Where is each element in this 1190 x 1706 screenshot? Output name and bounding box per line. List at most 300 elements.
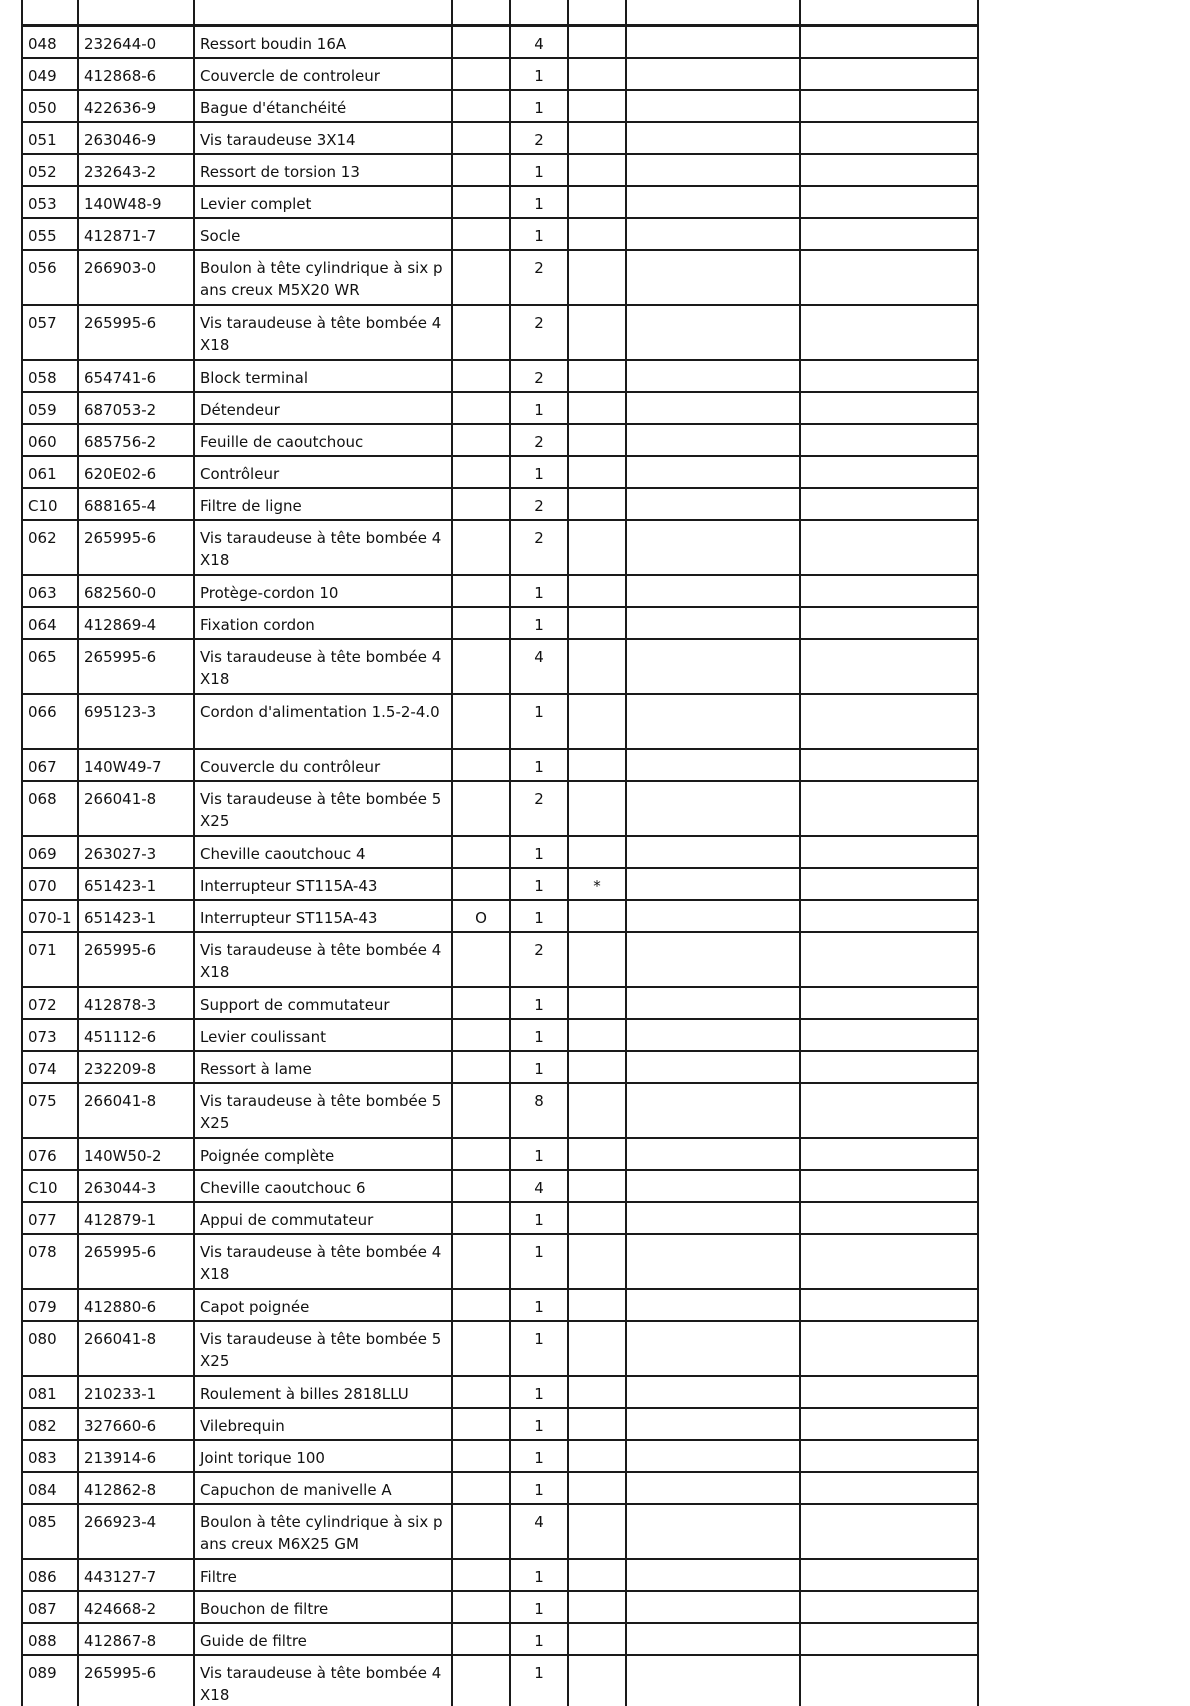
description-cell: Vis taraudeuse à tête bombée 5X25 xyxy=(194,781,452,836)
reference-cell: 140W49-7 xyxy=(78,749,194,781)
quantity-cell: 1 xyxy=(510,1408,568,1440)
flag-cell xyxy=(568,250,626,305)
part-number-cell: 086 xyxy=(22,1559,78,1591)
note-cell xyxy=(452,424,510,456)
description-cell: Détendeur xyxy=(194,392,452,424)
reference-cell: 412869-4 xyxy=(78,607,194,639)
note-cell xyxy=(452,1376,510,1408)
note-cell xyxy=(452,1408,510,1440)
table-row xyxy=(22,1051,978,1083)
empty-cell xyxy=(800,932,978,987)
empty-cell xyxy=(626,1138,800,1170)
empty-cell xyxy=(626,1440,800,1472)
quantity-cell: 1 xyxy=(510,392,568,424)
description-cell: Vis taraudeuse à tête bombée 4X18 xyxy=(194,1655,452,1706)
table-row xyxy=(22,607,978,639)
part-number-cell: 056 xyxy=(22,250,78,305)
description-cell: Vis taraudeuse à tête bombée 4X18 xyxy=(194,639,452,694)
description-cell: Couvercle de controleur xyxy=(194,58,452,90)
note-cell xyxy=(452,456,510,488)
table-row xyxy=(22,186,978,218)
quantity-cell: 1 xyxy=(510,186,568,218)
note-cell xyxy=(452,1321,510,1376)
reference-cell: 265995-6 xyxy=(78,1655,194,1706)
empty-cell xyxy=(626,250,800,305)
empty-cell xyxy=(626,1202,800,1234)
part-number-cell: 061 xyxy=(22,456,78,488)
flag-cell xyxy=(568,1440,626,1472)
table-row xyxy=(22,456,978,488)
empty-cell xyxy=(800,1655,978,1706)
table-row xyxy=(22,1138,978,1170)
flag-cell xyxy=(568,488,626,520)
part-number-cell: 048 xyxy=(22,26,78,59)
note-cell xyxy=(452,1083,510,1138)
table-row xyxy=(22,1321,978,1376)
reference-cell: 412868-6 xyxy=(78,58,194,90)
table-row xyxy=(22,90,978,122)
empty-cell xyxy=(800,1504,978,1559)
description-cell: Vis taraudeuse à tête bombée 4X18 xyxy=(194,1234,452,1289)
flag-cell xyxy=(568,575,626,607)
empty-cell xyxy=(626,1408,800,1440)
table-row xyxy=(22,218,978,250)
empty-cell xyxy=(800,781,978,836)
parts-table xyxy=(21,24,979,1706)
quantity-cell: 1 xyxy=(510,1440,568,1472)
flag-cell xyxy=(568,122,626,154)
empty-cell xyxy=(800,26,978,59)
flag-cell xyxy=(568,1019,626,1051)
description-cell: Appui de commutateur xyxy=(194,1202,452,1234)
empty-cell xyxy=(800,1408,978,1440)
quantity-cell: 1 xyxy=(510,1472,568,1504)
flag-cell xyxy=(568,1472,626,1504)
table-row xyxy=(22,360,978,392)
reference-cell: 265995-6 xyxy=(78,305,194,360)
part-number-cell: 050 xyxy=(22,90,78,122)
reference-cell: 687053-2 xyxy=(78,392,194,424)
empty-cell xyxy=(626,1083,800,1138)
part-number-cell: 083 xyxy=(22,1440,78,1472)
note-cell xyxy=(452,520,510,575)
empty-cell xyxy=(626,1170,800,1202)
quantity-cell: 1 xyxy=(510,90,568,122)
empty-cell xyxy=(626,26,800,59)
table-row xyxy=(22,575,978,607)
description-cell: Capuchon de manivelle A xyxy=(194,1472,452,1504)
flag-cell xyxy=(568,58,626,90)
description-cell: Roulement à billes 2818LLU xyxy=(194,1376,452,1408)
part-number-cell: 074 xyxy=(22,1051,78,1083)
empty-cell xyxy=(800,360,978,392)
quantity-cell: 1 xyxy=(510,218,568,250)
description-cell: Boulon à tête cylindrique à six pans creux M6X25 GM xyxy=(194,1504,452,1559)
flag-cell xyxy=(568,932,626,987)
quantity-cell: 1 xyxy=(510,1623,568,1655)
empty-cell xyxy=(800,305,978,360)
part-number-cell: 082 xyxy=(22,1408,78,1440)
quantity-cell: 1 xyxy=(510,900,568,932)
empty-cell xyxy=(626,1655,800,1706)
empty-cell xyxy=(800,868,978,900)
empty-cell xyxy=(800,694,978,749)
empty-cell xyxy=(626,749,800,781)
flag-cell xyxy=(568,1051,626,1083)
flag-cell xyxy=(568,694,626,749)
reference-cell: 412880-6 xyxy=(78,1289,194,1321)
table-row xyxy=(22,1289,978,1321)
part-number-cell: 064 xyxy=(22,607,78,639)
reference-cell: 412879-1 xyxy=(78,1202,194,1234)
flag-cell xyxy=(568,360,626,392)
quantity-cell: 2 xyxy=(510,122,568,154)
note-cell xyxy=(452,1655,510,1706)
reference-cell: 451112-6 xyxy=(78,1019,194,1051)
flag-cell xyxy=(568,1559,626,1591)
reference-cell: 232644-0 xyxy=(78,26,194,59)
flag-cell xyxy=(568,900,626,932)
empty-cell xyxy=(800,607,978,639)
description-cell: Cheville caoutchouc 4 xyxy=(194,836,452,868)
table-row xyxy=(22,424,978,456)
part-number-cell: 071 xyxy=(22,932,78,987)
table-row xyxy=(22,1623,978,1655)
note-cell xyxy=(452,58,510,90)
part-number-cell: 080 xyxy=(22,1321,78,1376)
empty-cell xyxy=(626,1289,800,1321)
empty-cell xyxy=(800,456,978,488)
table-row xyxy=(22,694,978,749)
note-cell xyxy=(452,1472,510,1504)
part-number-cell: 057 xyxy=(22,305,78,360)
table-row xyxy=(22,1408,978,1440)
description-cell: Cheville caoutchouc 6 xyxy=(194,1170,452,1202)
quantity-cell: 2 xyxy=(510,520,568,575)
reference-cell: 412862-8 xyxy=(78,1472,194,1504)
part-number-cell: 084 xyxy=(22,1472,78,1504)
reference-cell: 695123-3 xyxy=(78,694,194,749)
reference-cell: 265995-6 xyxy=(78,1234,194,1289)
flag-cell xyxy=(568,218,626,250)
description-cell: Filtre de ligne xyxy=(194,488,452,520)
flag-cell xyxy=(568,1623,626,1655)
flag-cell xyxy=(568,1234,626,1289)
empty-cell xyxy=(800,1376,978,1408)
part-number-cell: 081 xyxy=(22,1376,78,1408)
flag-cell xyxy=(568,1202,626,1234)
description-cell: Feuille de caoutchouc xyxy=(194,424,452,456)
empty-cell xyxy=(626,868,800,900)
note-cell xyxy=(452,1559,510,1591)
quantity-cell: 4 xyxy=(510,1170,568,1202)
quantity-cell: 1 xyxy=(510,1234,568,1289)
reference-cell: 263046-9 xyxy=(78,122,194,154)
table-row xyxy=(22,781,978,836)
empty-cell xyxy=(626,90,800,122)
reference-cell: 422636-9 xyxy=(78,90,194,122)
note-cell xyxy=(452,932,510,987)
empty-cell xyxy=(626,836,800,868)
reference-cell: 412878-3 xyxy=(78,987,194,1019)
quantity-cell: 1 xyxy=(510,694,568,749)
empty-cell xyxy=(800,122,978,154)
quantity-cell: 1 xyxy=(510,1321,568,1376)
table-row xyxy=(22,1472,978,1504)
quantity-cell: 2 xyxy=(510,781,568,836)
table-row xyxy=(22,1376,978,1408)
empty-cell xyxy=(800,520,978,575)
description-cell: Couvercle du contrôleur xyxy=(194,749,452,781)
note-cell xyxy=(452,90,510,122)
note-cell xyxy=(452,1051,510,1083)
description-cell: Ressort de torsion 13 xyxy=(194,154,452,186)
empty-cell xyxy=(800,1591,978,1623)
note-cell xyxy=(452,1289,510,1321)
reference-cell: 263044-3 xyxy=(78,1170,194,1202)
quantity-cell: 8 xyxy=(510,1083,568,1138)
quantity-cell: 2 xyxy=(510,932,568,987)
description-cell: Vis taraudeuse à tête bombée 5X25 xyxy=(194,1083,452,1138)
description-cell: Fixation cordon xyxy=(194,607,452,639)
reference-cell: 688165-4 xyxy=(78,488,194,520)
empty-cell xyxy=(800,1472,978,1504)
part-number-cell: C10 xyxy=(22,1170,78,1202)
part-number-cell: C10 xyxy=(22,488,78,520)
part-number-cell: 078 xyxy=(22,1234,78,1289)
empty-cell xyxy=(626,781,800,836)
empty-cell xyxy=(800,1019,978,1051)
part-number-cell: 077 xyxy=(22,1202,78,1234)
quantity-cell: 1 xyxy=(510,836,568,868)
empty-cell xyxy=(626,1234,800,1289)
note-cell xyxy=(452,639,510,694)
empty-cell xyxy=(800,1083,978,1138)
empty-cell xyxy=(800,1051,978,1083)
reference-cell: 266041-8 xyxy=(78,781,194,836)
empty-cell xyxy=(626,456,800,488)
description-cell: Cordon d'alimentation 1.5-2-4.0 xyxy=(194,694,452,749)
description-cell: Vilebrequin xyxy=(194,1408,452,1440)
flag-cell xyxy=(568,1289,626,1321)
flag-cell xyxy=(568,26,626,59)
flag-cell xyxy=(568,186,626,218)
empty-cell xyxy=(800,1289,978,1321)
reference-cell: 210233-1 xyxy=(78,1376,194,1408)
reference-cell: 265995-6 xyxy=(78,520,194,575)
flag-cell xyxy=(568,1504,626,1559)
table-row xyxy=(22,154,978,186)
flag-cell: * xyxy=(568,868,626,900)
reference-cell: 265995-6 xyxy=(78,639,194,694)
empty-cell xyxy=(800,575,978,607)
empty-cell xyxy=(800,1234,978,1289)
quantity-cell: 1 xyxy=(510,1376,568,1408)
part-number-cell: 076 xyxy=(22,1138,78,1170)
quantity-cell: 4 xyxy=(510,26,568,59)
note-cell xyxy=(452,305,510,360)
table-row xyxy=(22,1591,978,1623)
quantity-cell: 2 xyxy=(510,424,568,456)
part-number-cell: 067 xyxy=(22,749,78,781)
description-cell: Bouchon de filtre xyxy=(194,1591,452,1623)
reference-cell: 443127-7 xyxy=(78,1559,194,1591)
note-cell xyxy=(452,781,510,836)
table-row xyxy=(22,392,978,424)
part-number-cell: 069 xyxy=(22,836,78,868)
empty-cell xyxy=(626,154,800,186)
flag-cell xyxy=(568,1408,626,1440)
table-row xyxy=(22,520,978,575)
part-number-cell: 065 xyxy=(22,639,78,694)
note-cell xyxy=(452,836,510,868)
description-cell: Vis taraudeuse à tête bombée 5X25 xyxy=(194,1321,452,1376)
empty-cell xyxy=(800,424,978,456)
part-number-cell: 066 xyxy=(22,694,78,749)
part-number-cell: 063 xyxy=(22,575,78,607)
description-cell: Ressort à lame xyxy=(194,1051,452,1083)
reference-cell: 140W48-9 xyxy=(78,186,194,218)
empty-cell xyxy=(626,1321,800,1376)
table-row xyxy=(22,1655,978,1706)
empty-cell xyxy=(626,900,800,932)
quantity-cell: 1 xyxy=(510,987,568,1019)
note-cell xyxy=(452,1138,510,1170)
table-row xyxy=(22,305,978,360)
description-cell: Vis taraudeuse à tête bombée 4X18 xyxy=(194,932,452,987)
table-row xyxy=(22,1559,978,1591)
flag-cell xyxy=(568,424,626,456)
quantity-cell: 1 xyxy=(510,1289,568,1321)
empty-cell xyxy=(626,987,800,1019)
part-number-cell: 060 xyxy=(22,424,78,456)
empty-cell xyxy=(800,987,978,1019)
empty-cell xyxy=(626,1504,800,1559)
table-row xyxy=(22,1504,978,1559)
empty-cell xyxy=(800,488,978,520)
reference-cell: 620E02-6 xyxy=(78,456,194,488)
flag-cell xyxy=(568,836,626,868)
part-number-cell: 072 xyxy=(22,987,78,1019)
flag-cell xyxy=(568,1655,626,1706)
quantity-cell: 1 xyxy=(510,1559,568,1591)
flag-cell xyxy=(568,305,626,360)
note-cell xyxy=(452,1504,510,1559)
flag-cell xyxy=(568,1321,626,1376)
part-number-cell: 089 xyxy=(22,1655,78,1706)
empty-cell xyxy=(626,122,800,154)
empty-cell xyxy=(800,1138,978,1170)
description-cell: Boulon à tête cylindrique à six pans creux M5X20 WR xyxy=(194,250,452,305)
reference-cell: 266041-8 xyxy=(78,1321,194,1376)
empty-cell xyxy=(800,154,978,186)
description-cell: Vis taraudeuse à tête bombée 4X18 xyxy=(194,520,452,575)
part-number-cell: 059 xyxy=(22,392,78,424)
reference-cell: 266903-0 xyxy=(78,250,194,305)
note-cell xyxy=(452,1019,510,1051)
note-cell xyxy=(452,360,510,392)
part-number-cell: 088 xyxy=(22,1623,78,1655)
flag-cell xyxy=(568,1083,626,1138)
table-row xyxy=(22,488,978,520)
quantity-cell: 1 xyxy=(510,868,568,900)
empty-cell xyxy=(800,90,978,122)
note-cell: O xyxy=(452,900,510,932)
flag-cell xyxy=(568,1170,626,1202)
part-number-cell: 085 xyxy=(22,1504,78,1559)
empty-cell xyxy=(626,607,800,639)
empty-cell xyxy=(626,1051,800,1083)
empty-cell xyxy=(800,1440,978,1472)
quantity-cell: 2 xyxy=(510,250,568,305)
table-row xyxy=(22,868,978,900)
quantity-cell: 1 xyxy=(510,1655,568,1706)
note-cell xyxy=(452,749,510,781)
table-row xyxy=(22,26,978,59)
reference-cell: 424668-2 xyxy=(78,1591,194,1623)
note-cell xyxy=(452,868,510,900)
quantity-cell: 1 xyxy=(510,1019,568,1051)
empty-cell xyxy=(800,392,978,424)
reference-cell: 232643-2 xyxy=(78,154,194,186)
flag-cell xyxy=(568,1591,626,1623)
part-number-cell: 049 xyxy=(22,58,78,90)
note-cell xyxy=(452,488,510,520)
table-row xyxy=(22,1440,978,1472)
flag-cell xyxy=(568,392,626,424)
table-row xyxy=(22,1083,978,1138)
description-cell: Filtre xyxy=(194,1559,452,1591)
reference-cell: 651423-1 xyxy=(78,900,194,932)
table-row xyxy=(22,1170,978,1202)
reference-cell: 140W50-2 xyxy=(78,1138,194,1170)
empty-cell xyxy=(626,488,800,520)
empty-cell xyxy=(800,186,978,218)
part-number-cell: 070-1 xyxy=(22,900,78,932)
note-cell xyxy=(452,250,510,305)
flag-cell xyxy=(568,639,626,694)
table-top-continuation xyxy=(21,0,979,24)
table-row xyxy=(22,250,978,305)
reference-cell: 685756-2 xyxy=(78,424,194,456)
reference-cell: 412871-7 xyxy=(78,218,194,250)
table-row xyxy=(22,1019,978,1051)
note-cell xyxy=(452,1591,510,1623)
empty-cell xyxy=(800,639,978,694)
description-cell: Levier coulissant xyxy=(194,1019,452,1051)
note-cell xyxy=(452,1623,510,1655)
quantity-cell: 1 xyxy=(510,749,568,781)
empty-cell xyxy=(800,1559,978,1591)
empty-cell xyxy=(626,218,800,250)
quantity-cell: 2 xyxy=(510,360,568,392)
quantity-cell: 2 xyxy=(510,488,568,520)
description-cell: Levier complet xyxy=(194,186,452,218)
empty-cell xyxy=(626,694,800,749)
empty-cell xyxy=(626,305,800,360)
empty-cell xyxy=(626,1376,800,1408)
flag-cell xyxy=(568,154,626,186)
table-row xyxy=(22,987,978,1019)
table-row xyxy=(22,639,978,694)
quantity-cell: 1 xyxy=(510,575,568,607)
quantity-cell: 1 xyxy=(510,1202,568,1234)
reference-cell: 654741-6 xyxy=(78,360,194,392)
description-cell: Ressort boudin 16A xyxy=(194,26,452,59)
description-cell: Capot poignée xyxy=(194,1289,452,1321)
empty-cell xyxy=(626,1591,800,1623)
description-cell: Joint torique 100 xyxy=(194,1440,452,1472)
